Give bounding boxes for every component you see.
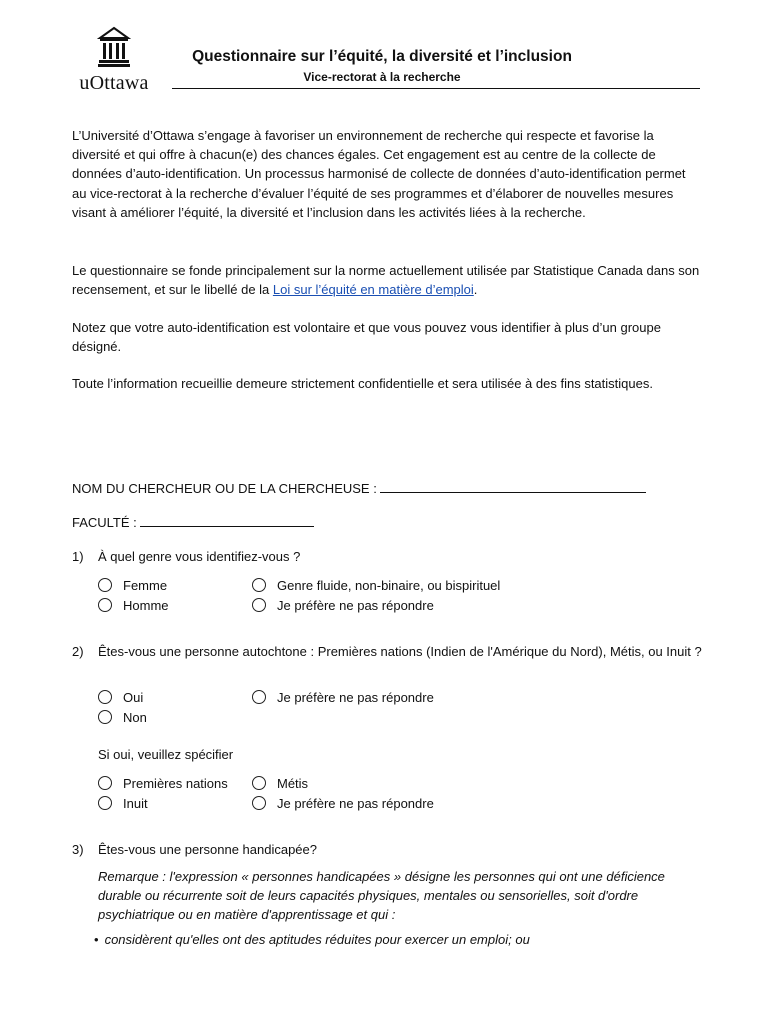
- question-3-number: 3): [72, 842, 84, 857]
- remark-bullet-1: [94, 932, 704, 947]
- option-label: Je préfère ne pas répondre: [277, 689, 434, 705]
- radio-button-icon[interactable]: [252, 598, 266, 612]
- faculty-field: [72, 512, 314, 530]
- researcher-name-label: NOM DU CHERCHEUR OU DE LA CHERCHEUSE :: [72, 481, 377, 496]
- option-label: Non: [123, 709, 147, 725]
- radio-button-icon[interactable]: [252, 578, 266, 592]
- question-1-text: À quel genre vous identifiez-vous ?: [98, 549, 301, 564]
- researcher-name-field: [72, 478, 646, 496]
- option-label: Je préfère ne pas répondre: [277, 597, 434, 613]
- question-2-number: 2): [72, 644, 84, 659]
- option-label: Homme: [123, 597, 169, 613]
- bullet-text: considèrent qu'elles ont des aptitudes réduites pour exercer un emploi; ou: [104, 932, 530, 947]
- option-femme[interactable]: [98, 576, 167, 594]
- option-label: Je préfère ne pas répondre: [277, 795, 434, 811]
- intro-paragraph-2-text: Le questionnaire se fonde principalement sur la norme actuellement utilisée par Statistique Canada dans son recensement, et sur le libellé de la: [72, 263, 700, 298]
- intro-paragraph-4: Toute l’information recueillie demeure strictement confidentielle et sera utilisée à des fins statistiques.: [72, 376, 653, 391]
- option-premieres-nations[interactable]: [98, 774, 228, 792]
- question-2-text: Êtes-vous une personne autochtone : Premières nations (Indien de l'Amérique du Nord), Métis, ou Inuit ?: [98, 644, 702, 659]
- employment-equity-act-link[interactable]: Loi sur l’équité en matière d’emploi: [272, 282, 474, 298]
- header-divider: [172, 88, 700, 89]
- uottawa-logo: [74, 26, 154, 98]
- intro-paragraph-3: Notez que votre auto-identification est volontaire et que vous pouvez vous identifier à plus d’un groupe désigné.: [72, 320, 661, 355]
- faculty-label: FACULTÉ :: [72, 515, 137, 530]
- university-building-icon: [97, 26, 131, 68]
- intro-paragraph-1: L’Université d’Ottawa s’engage à favoriser un environnement de recherche qui respecte et favorise la diversité et qui offre à chacun(e) des chances égales. Cet engagement est au centre de la collecte de données d’auto-identification. Un processus harmonisé de collecte de données d’auto-identification permet au vice-rectorat à la recherche d’évaluer l’équité de ses programmes et d’élaborer de nouvelles mesures visant à améliorer l’équité, la diversité et l’inclusion dans les activités liées à la recherche.: [72, 128, 686, 220]
- radio-button-icon[interactable]: [98, 796, 112, 810]
- bullet-icon: •: [94, 932, 99, 947]
- option-specify-no-answer[interactable]: [252, 794, 434, 812]
- radio-button-icon[interactable]: [98, 710, 112, 724]
- question-2: [72, 643, 702, 661]
- radio-button-icon[interactable]: [252, 690, 266, 704]
- option-metis[interactable]: [252, 774, 308, 792]
- question-3-text: Êtes-vous une personne handicapée?: [98, 842, 317, 857]
- specify-label: Si oui, veuillez spécifier: [98, 747, 234, 762]
- question-1: [72, 548, 702, 566]
- option-label: Inuit: [123, 795, 148, 811]
- option-inuit[interactable]: [98, 794, 148, 812]
- option-non[interactable]: [98, 708, 147, 726]
- option-label: Genre fluide, non-binaire, ou bispirituel: [277, 577, 501, 593]
- radio-button-icon[interactable]: [98, 598, 112, 612]
- researcher-name-input[interactable]: [380, 478, 646, 493]
- option-q2-no-answer[interactable]: [252, 688, 434, 706]
- option-q1-no-answer[interactable]: [252, 596, 434, 614]
- question-1-number: 1): [72, 549, 84, 564]
- option-label: Premières nations: [123, 775, 228, 791]
- radio-button-icon[interactable]: [98, 776, 112, 790]
- radio-button-icon[interactable]: [98, 578, 112, 592]
- radio-button-icon[interactable]: [252, 776, 266, 790]
- radio-button-icon[interactable]: [98, 690, 112, 704]
- option-oui[interactable]: [98, 688, 143, 706]
- radio-button-icon[interactable]: [252, 796, 266, 810]
- option-label: Métis: [277, 775, 309, 791]
- document-title: Questionnaire sur l’équité, la diversité et l’inclusion: [192, 48, 572, 65]
- document-subtitle: Vice-rectorat à la recherche: [303, 70, 461, 84]
- option-homme[interactable]: [98, 596, 169, 614]
- option-genre-fluide[interactable]: [252, 576, 500, 594]
- disability-remark: Remarque : l'expression « personnes handicapées » désigne les personnes qui ont une déficience durable ou récurrente soit de leurs capacités physiques, mentales ou sensorielles, soit d'ordre psychiatrique ou en matière d'apprentissage et qui :: [98, 869, 665, 922]
- intro-paragraph-2-end: .: [473, 282, 478, 298]
- faculty-input[interactable]: [140, 512, 314, 527]
- question-3: [72, 841, 702, 859]
- intro-paragraph-2: [72, 261, 702, 299]
- option-label: Femme: [123, 577, 168, 593]
- option-label: Oui: [123, 689, 144, 705]
- logo-wordmark: uOttawa: [79, 72, 149, 94]
